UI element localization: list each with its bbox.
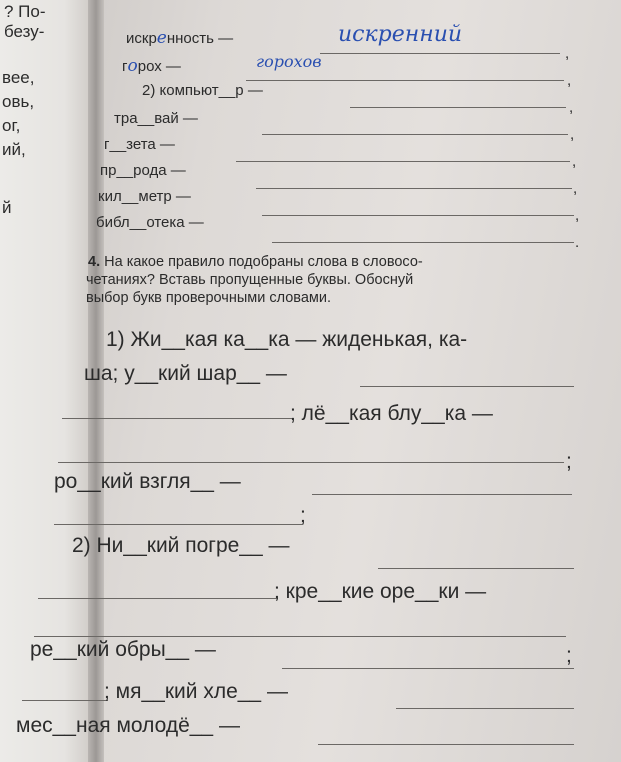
- left-fragment: ий,: [2, 140, 26, 159]
- answer-line: [318, 744, 574, 745]
- left-fragment: й: [2, 198, 12, 217]
- exercise-line: ша; у__кий шар__ —: [84, 362, 287, 385]
- answer-line: [312, 494, 572, 495]
- answer-line: [282, 668, 574, 669]
- left-fragment: вее,: [2, 68, 35, 87]
- exercise-line: ; кре__кие оре__ки —: [274, 580, 487, 603]
- left-fragment: ог,: [2, 116, 21, 135]
- exercise-line: ; мя__кий хле__ —: [104, 680, 288, 703]
- word-line: 2) компьют__р —: [142, 82, 263, 99]
- punctuation: ,: [565, 45, 570, 62]
- punctuation: ;: [300, 504, 306, 527]
- answer-line: [272, 242, 574, 243]
- answer-line: [54, 524, 302, 525]
- answer-line: [262, 215, 574, 216]
- answer-line: [22, 700, 108, 701]
- answer-line: [236, 161, 570, 162]
- answer-line: [378, 568, 574, 569]
- answer-line: [320, 53, 560, 54]
- answer-line: [62, 418, 292, 419]
- exercise-line: ре__кий обры__ —: [30, 638, 216, 661]
- answer-line: [38, 598, 278, 599]
- punctuation: ;: [566, 644, 572, 667]
- word-line: горох —: [122, 56, 181, 76]
- word-line: пр__рода —: [100, 162, 186, 179]
- task-text: 4. На какое правило подобраны слова в словосо-: [88, 254, 423, 270]
- word-line: тра__вай —: [114, 110, 198, 127]
- punctuation: .: [575, 234, 580, 251]
- exercise-line: мес__ная молодё__ —: [16, 714, 240, 737]
- word-line: кил__метр —: [98, 188, 191, 205]
- punctuation: ,: [570, 126, 575, 143]
- word-line: г__зета —: [104, 136, 175, 153]
- answer-line: [58, 462, 564, 463]
- punctuation: ,: [573, 180, 578, 197]
- answer-line: [350, 107, 566, 108]
- exercise-line: 2) Ни__кий погре__ —: [72, 534, 290, 557]
- task-text: выбор букв проверочными словами.: [86, 290, 332, 306]
- punctuation: ,: [575, 207, 580, 224]
- exercise-line: ро__кий взгля__ —: [54, 470, 241, 493]
- exercise-line: ; лё__кая блу__ка —: [290, 402, 493, 425]
- left-fragment: овь,: [2, 92, 35, 111]
- punctuation: ,: [569, 99, 574, 116]
- punctuation: ,: [572, 153, 577, 170]
- answer-line: [360, 386, 574, 387]
- answer-line: [256, 188, 572, 189]
- handwritten-answer: искренний: [338, 22, 463, 47]
- word-line: искренность —: [126, 28, 234, 48]
- answer-line: [396, 708, 574, 709]
- punctuation: ;: [566, 450, 572, 473]
- punctuation: ,: [567, 72, 572, 89]
- handwritten-answer: горохов: [256, 52, 322, 71]
- left-fragment: ? По-: [4, 2, 46, 21]
- answer-line: [246, 80, 564, 81]
- left-fragment: безу-: [4, 22, 45, 41]
- answer-line: [34, 636, 566, 637]
- exercise-line: 1) Жи__кая ка__ка — жиденькая, ка-: [106, 328, 468, 351]
- task-text: четаниях? Вставь пропущенные буквы. Обоснуй: [86, 272, 414, 288]
- answer-line: [262, 134, 568, 135]
- word-line: библ__отека —: [96, 214, 204, 231]
